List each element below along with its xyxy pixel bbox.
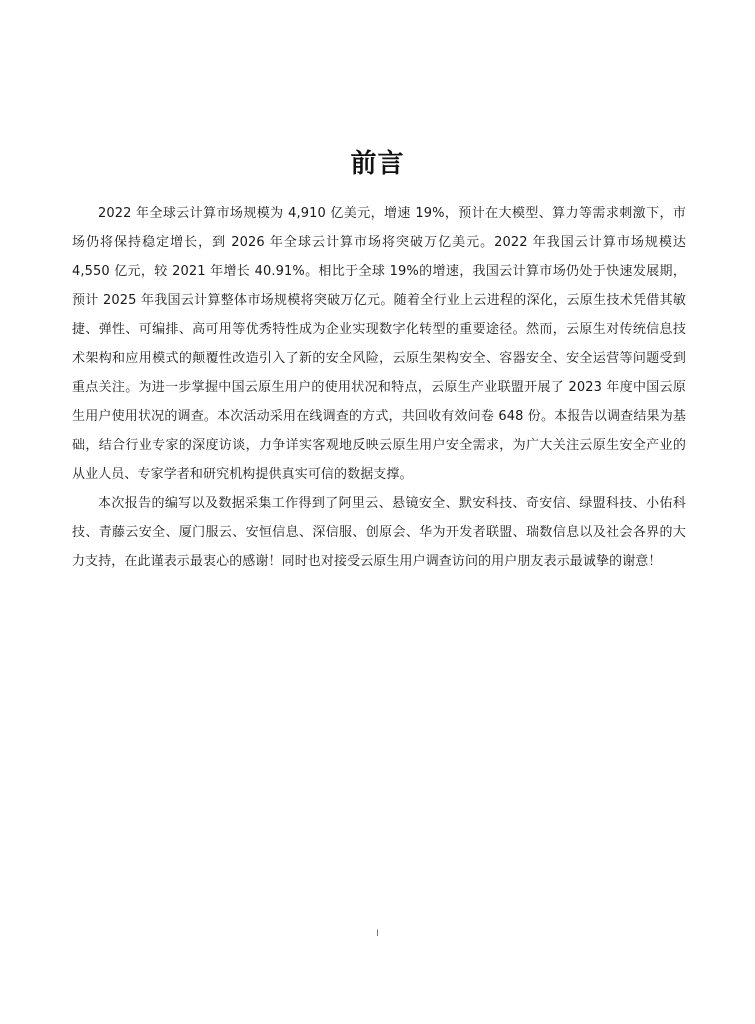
paragraph-acknowledgements: 本次报告的编写以及数据采集工作得到了阿里云、悬镜安全、默安科技、奇安信、绿盟科技、小佑科技、青藤云安全、厦门服云、安恒信息、深信服、创原会、华为开发者联盟、瑞数信息以及社会各界的大力支持，在此谨表示最衷心的感谢！同时也对接受云原生用户调查访问的用户朋友表示最诚挚的谢意！: [72, 496, 686, 569]
preface-body: [72, 199, 686, 576]
page-title: 前言: [350, 149, 405, 180]
page-number: I: [376, 929, 379, 939]
paragraph-market-overview: 2022 年全球云计算市场规模为 4,910 亿美元，增速 19%，预计在大模型、算力等需求刺激下，市场仍将保持稳定增长，到 2026 年全球云计算市场将突破万亿美元。2022 年我国云计算市场规模达 4,550 亿元，较 2021 年增长 40.91%。相比于全球 19%的增速，我国云计算市场仍处于快速发展期，预计 2025 年我国云计算整体市场规模将突破万亿元。随着全行业上云进程的深化，云原生技术凭借其敏捷、弹性、可编排、高可用等优秀特性成为企业实现数字化转型的重要途径。然而，云原生对传统信息技术架构和应用模式的颠覆性改造引入了新的安全风险，云原生架构安全、容器安全、安全运营等问题受到重点关注。为进一步掌握中国云原生用户的使用状况和特点，云原生产业联盟开展了 2023 年度中国云原生用户使用状况的调查。本次活动采用在线调查的方式，共回收有效问卷 648 份。本报告以调查结果为基础，结合行业专家的深度访谈，力争详实客观地反映云原生用户安全需求，为广大关注云原生安全产业的从业人员、专家学者和研究机构提供真实可信的数据支撑。: [72, 206, 686, 482]
